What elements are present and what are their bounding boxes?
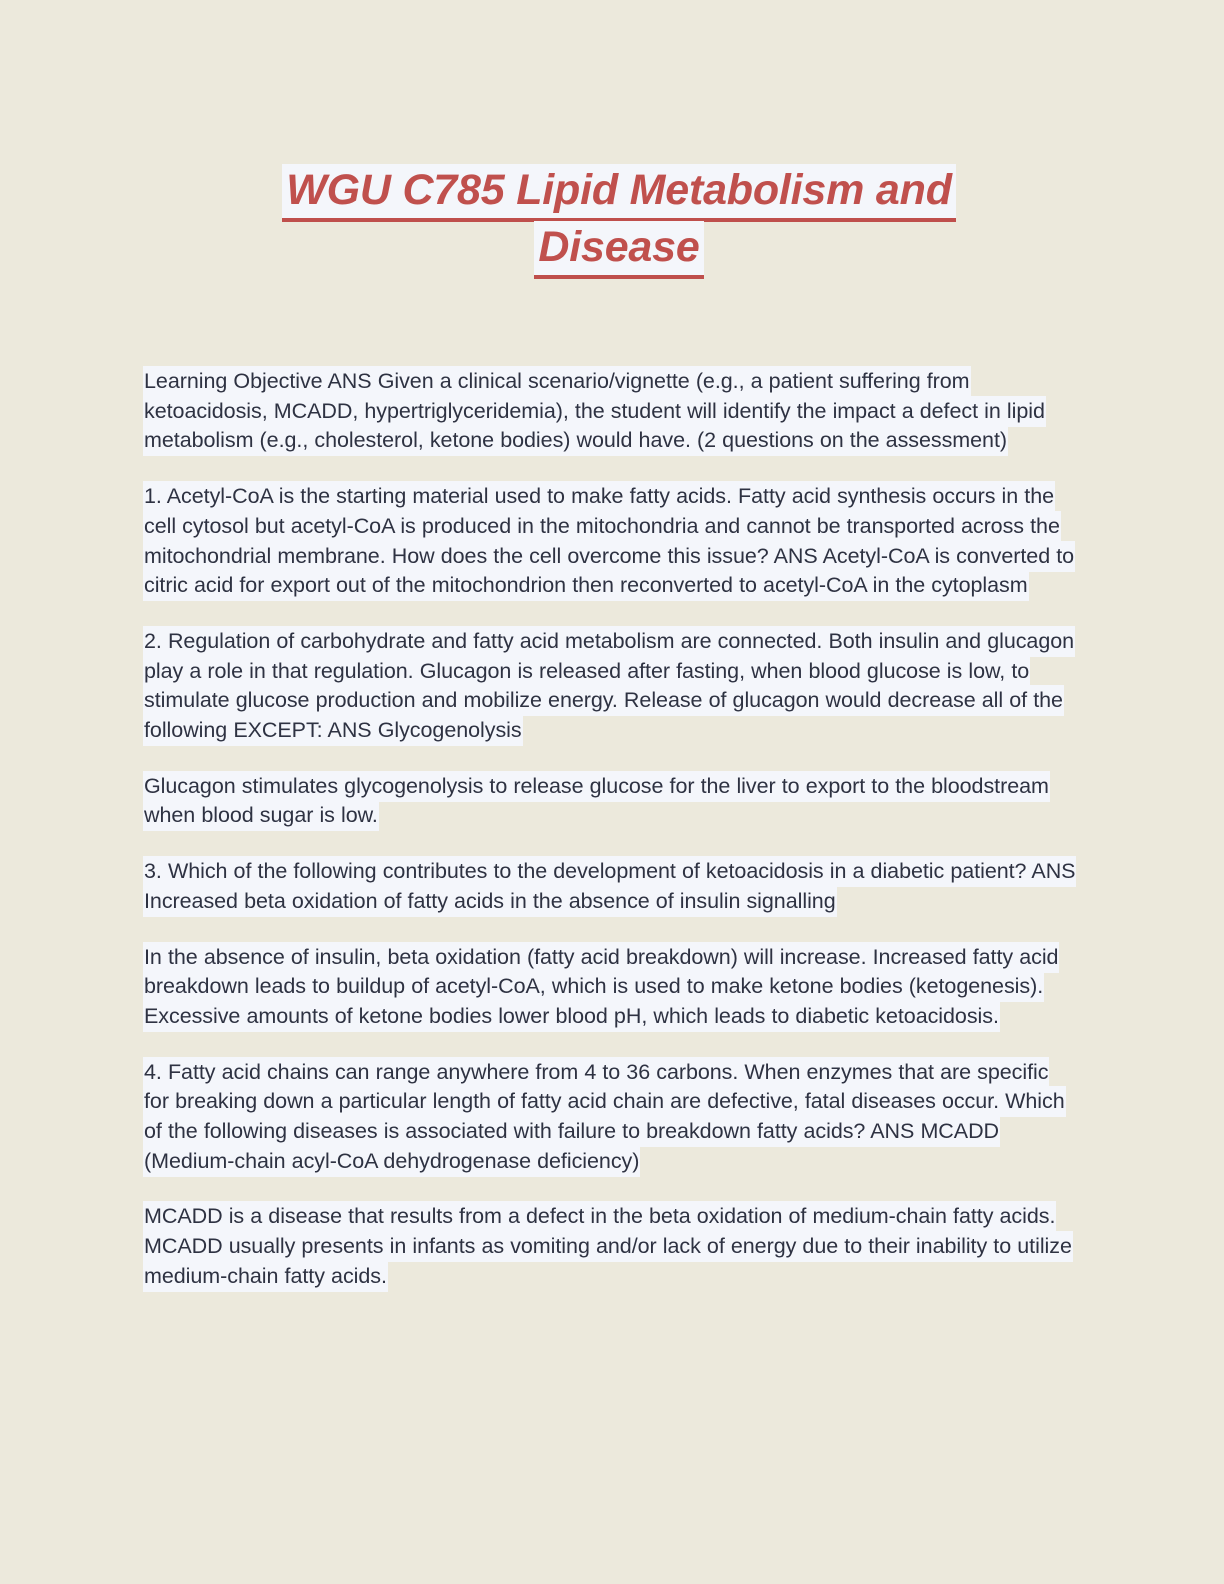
page-title — [205, 162, 1033, 276]
paragraph-text: 3. Which of the following contributes to the development of ketoacidosis in a diabetic patient? ANS Increased beta oxidation of fatty acids in the absence of insulin signalling — [143, 856, 1076, 917]
paragraph-text: In the absence of insulin, beta oxidation (fatty acid breakdown) will increase. Increased fatty acid breakdown leads to buildup of acetyl-CoA, which is used to make ketone bodies (ketogenesis). Excessive amounts of ketone bodies lower blood pH, which leads to diabetic ketoacidosis. — [143, 942, 1059, 1032]
paragraph-question-4 — [143, 1058, 1079, 1177]
paragraph-text: Learning Objective ANS Given a clinical scenario/vignette (e.g., a patient suffering from ketoacidosis, MCADD, hypertriglyceridemia), the student will identify the impact a defect in lipid metabolism (e.g., cholesterol, ketone bodies) would have. (2 questions on the assessment) — [143, 366, 1046, 456]
paragraph-explanation-3 — [143, 943, 1079, 1032]
paragraph-text: 2. Regulation of carbohydrate and fatty acid metabolism are connected. Both insulin and glucagon play a role in that regulation. Glucagon is released after fasting, when blood glucose is low, to stimulate glucose production and mobilize energy. Release of glucagon would decrease all of the following EXCEPT: ANS Glycogenolysis — [143, 626, 1075, 746]
paragraph-text: 1. Acetyl-CoA is the starting material used to make fatty acids. Fatty acid synthesis occurs in the cell cytosol but acetyl-CoA is produced in the mitochondria and cannot be transported across the mitochondrial membrane. How does the cell overcome this issue? ANS Acetyl-CoA is converted to citric acid for export out of the mitochondrion then reconverted to acetyl-CoA in the cytoplasm — [143, 481, 1075, 601]
paragraph-text: 4. Fatty acid chains can range anywhere from 4 to 36 carbons. When enzymes that are specific for breaking down a particular length of fatty acid chain are defective, fatal diseases occur. Which of the following diseases is associated with failure to breakdown fatty acids? ANS MCADD (Medium-chain acyl-CoA dehydrogenase deficiency) — [143, 1057, 1066, 1177]
paragraph-text: MCADD is a disease that results from a defect in the beta oxidation of medium-chain fatty acids. MCADD usually presents in infants as vomiting and/or lack of energy due to their inability to utilize medium-chain fatty acids. — [143, 1201, 1073, 1291]
paragraph-explanation-2 — [143, 772, 1079, 831]
paragraph-text: Glucagon stimulates glycogenolysis to release glucose for the liver to export to the bloodstream when blood sugar is low. — [143, 771, 1050, 832]
paragraph-explanation-4 — [143, 1202, 1079, 1291]
paragraph-question-3 — [143, 857, 1079, 916]
paragraph-question-1 — [143, 482, 1079, 601]
paragraph-learning-objective — [143, 367, 1079, 456]
page-title-text: WGU C785 Lipid Metabolism and Disease — [282, 164, 956, 279]
paragraph-question-2 — [143, 627, 1079, 746]
document-body — [143, 367, 1079, 1292]
